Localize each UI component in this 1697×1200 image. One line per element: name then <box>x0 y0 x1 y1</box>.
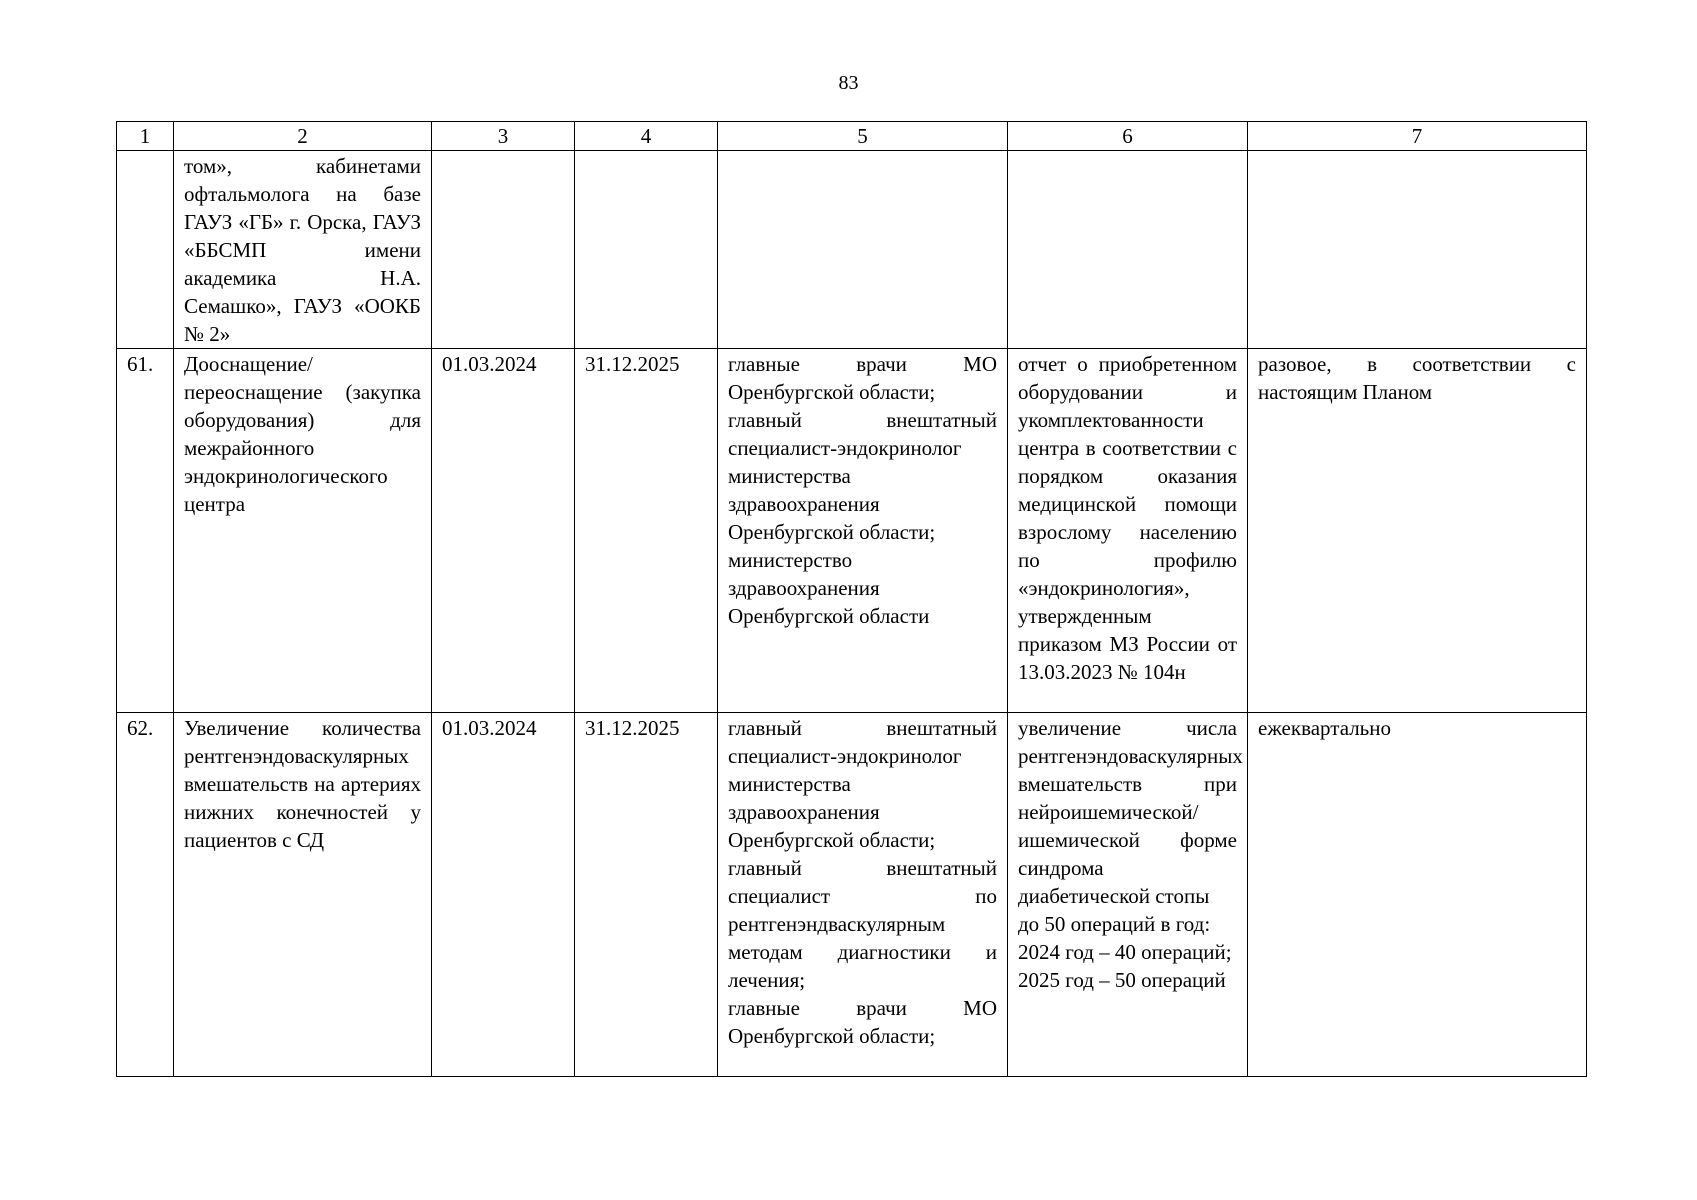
page-number: 83 <box>838 72 859 94</box>
row-number <box>117 151 174 349</box>
responsible-cell: главный внештатный специалист-эндокринолог министерства здравоохранения Оренбургской области; главный внештатный специалист по рентгенэндваскулярным методам диагностики и лечения; главные врачи МО Оренбургской области; <box>718 713 1008 1077</box>
table-header-row <box>117 122 1587 151</box>
end-date-cell: 31.12.2025 <box>575 349 718 713</box>
start-date-cell: 01.03.2024 <box>432 349 575 713</box>
end-date-cell <box>575 151 718 349</box>
frequency-cell: ежеквартально <box>1248 713 1587 1077</box>
end-date-cell: 31.12.2025 <box>575 713 718 1077</box>
row-number: 61. <box>117 349 174 713</box>
result-cell: отчет о приобретенном оборудовании и укомплектованности центра в соответствии с порядком оказания медицинской помощи взрослому населению по профилю «эндокринология», утвержденным приказом МЗ России от 13.03.2023 № 104н <box>1008 349 1248 713</box>
start-date-cell <box>432 151 575 349</box>
event-cell: Дооснащение/переоснащение (закупка оборудования) для межрайонного эндокринологического центра <box>174 349 432 713</box>
column-header: 5 <box>718 122 1008 151</box>
column-header: 3 <box>432 122 575 151</box>
responsible-cell <box>718 151 1008 349</box>
event-cell: Увеличение количества рентгенэндоваскулярных вмешательств на артериях нижних конечностей у пациентов с СД <box>174 713 432 1077</box>
row-number: 62. <box>117 713 174 1077</box>
column-header: 6 <box>1008 122 1248 151</box>
column-header: 1 <box>117 122 174 151</box>
result-cell: увеличение числа рентгенэндоваскулярных вмешательств при нейроишемической/ишемической форме синдрома диабетической стопы до 50 операций в год: 2024 год – 40 операций; 2025 год – 50 операций <box>1008 713 1248 1077</box>
result-cell <box>1008 151 1248 349</box>
start-date-cell: 01.03.2024 <box>432 713 575 1077</box>
frequency-cell <box>1248 151 1587 349</box>
table-row <box>117 151 1587 349</box>
frequency-cell: разовое, в соответствии с настоящим Планом <box>1248 349 1587 713</box>
column-header: 7 <box>1248 122 1587 151</box>
plan-table <box>116 121 1587 1077</box>
responsible-cell: главные врачи МО Оренбургской области; главный внештатный специалист-эндокринолог министерства здравоохранения Оренбургской области; министерство здравоохранения Оренбургской области <box>718 349 1008 713</box>
event-cell: том», кабинетами офтальмолога на базе ГАУЗ «ГБ» г. Орска, ГАУЗ «ББСМП имени академика Н.А. Семашко», ГАУЗ «ООКБ № 2» <box>174 151 432 349</box>
column-header: 2 <box>174 122 432 151</box>
column-header: 4 <box>575 122 718 151</box>
table-row <box>117 713 1587 1077</box>
table-row <box>117 349 1587 713</box>
